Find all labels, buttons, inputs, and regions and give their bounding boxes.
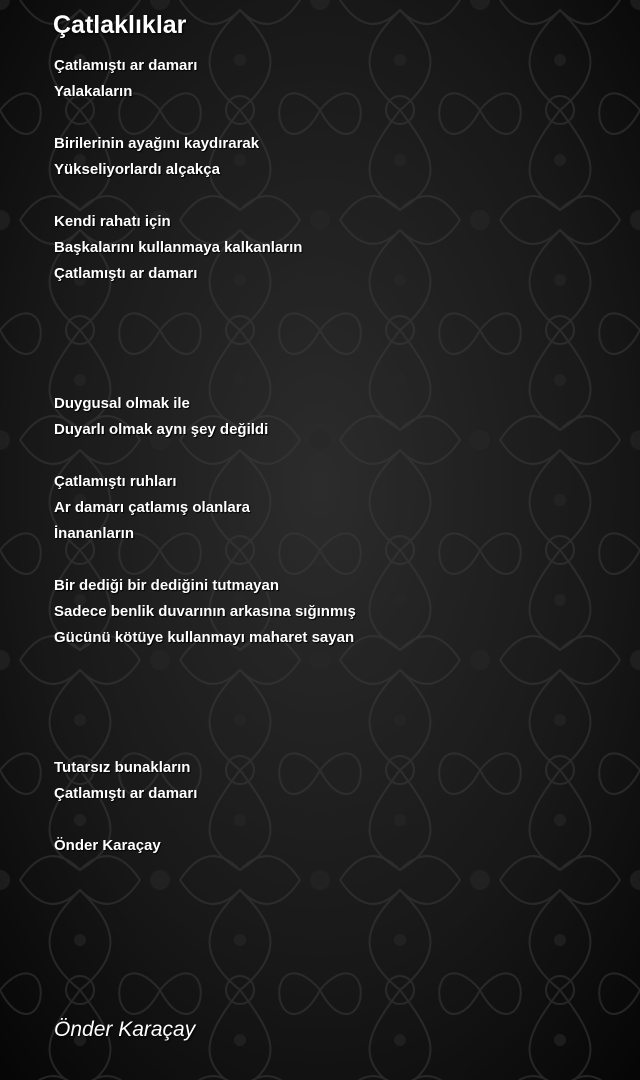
poem-author-line: Önder Karaçay	[54, 837, 161, 854]
poem-line: Çatlamıştı ar damarı	[54, 265, 198, 282]
stanza	[54, 469, 614, 547]
poem-line: Başkalarını kullanmaya kalkanların	[54, 239, 303, 256]
stanza	[54, 391, 614, 443]
poem-line: Yalakaların	[54, 83, 133, 100]
poem-title: Çatlaklıklar	[53, 11, 187, 39]
stanza	[54, 131, 614, 183]
poem-line: Duygusal olmak ile	[54, 395, 190, 412]
stanza	[54, 755, 614, 807]
poem-line: Çatlamıştı ruhları	[54, 473, 177, 490]
poem-line: Sadece benlik duvarının arkasına sığınmış	[54, 603, 356, 620]
poem-line: Gücünü kötüye kullanmayı maharet sayan	[54, 629, 355, 646]
stanza	[54, 53, 614, 105]
poem-line: İnananların	[54, 525, 135, 542]
poem-body	[54, 53, 614, 859]
poem-line: Yükseliyorlardı alçakça	[54, 161, 220, 178]
poem-line: Çatlamıştı ar damarı	[54, 57, 198, 74]
poem-line: Duyarlı olmak aynı şey değildi	[54, 421, 269, 438]
author-signature: Önder Karaçay	[54, 1018, 196, 1041]
stanza	[54, 209, 614, 287]
poem-line: Birilerinin ayağını kaydırarak	[54, 135, 260, 152]
poem-line: Tutarsız bunakların	[54, 759, 191, 776]
stanza	[54, 833, 614, 859]
poem-line: Kendi rahatı için	[54, 213, 171, 230]
poem-line: Çatlamıştı ar damarı	[54, 785, 198, 802]
poem-line: Bir dediği bir dediğini tutmayan	[54, 577, 280, 594]
stanza	[54, 573, 614, 651]
poem-line: Ar damarı çatlamış olanlara	[54, 499, 250, 516]
